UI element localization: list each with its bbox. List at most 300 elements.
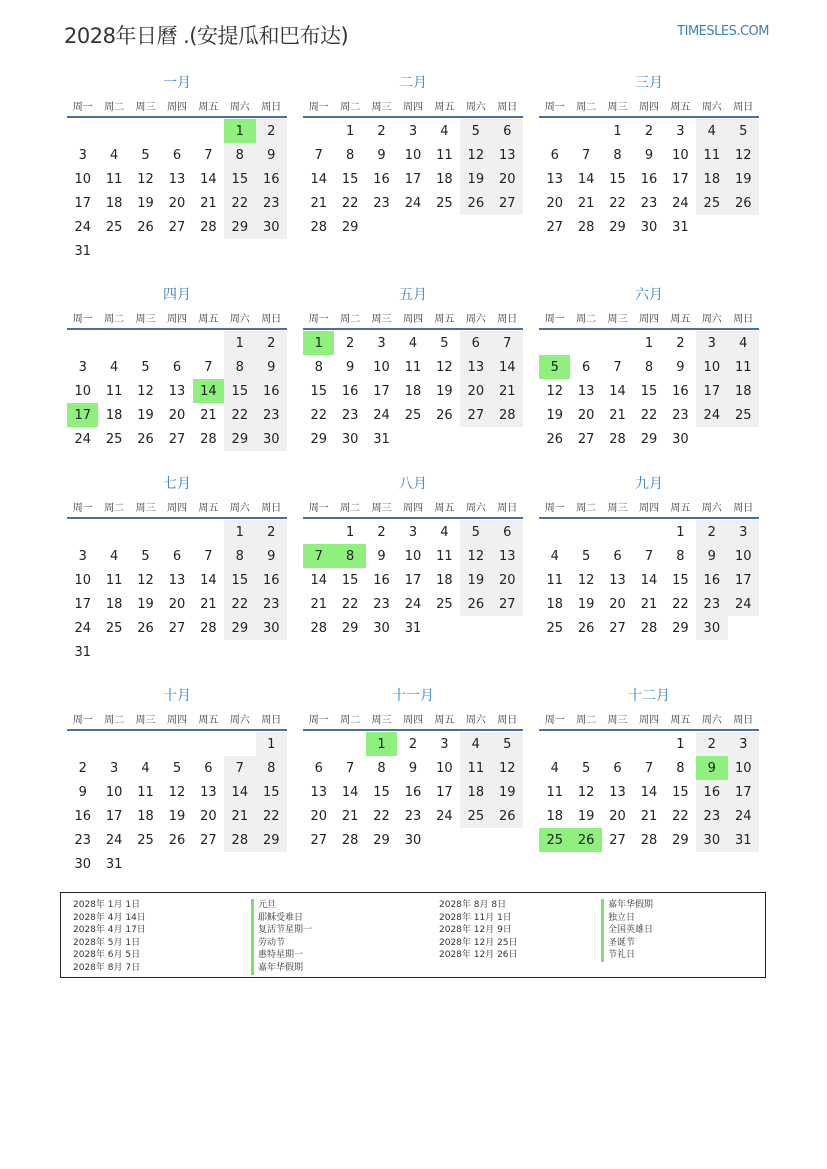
- day-grid: [67, 119, 287, 263]
- day-cell: 10: [74, 171, 91, 187]
- day-cell: 27: [460, 403, 491, 427]
- day-cell: 7: [204, 548, 213, 564]
- day-cell: 29: [341, 620, 359, 636]
- day-cell: 27: [609, 620, 626, 636]
- day-cell: 13: [492, 544, 523, 568]
- day-cell: 9: [644, 147, 654, 163]
- day-cell: 19: [460, 568, 491, 592]
- day-cell: 28: [310, 219, 327, 235]
- day-cell: 9: [78, 784, 87, 800]
- day-cell: 16: [74, 808, 91, 824]
- day-cell: 11: [436, 147, 453, 163]
- day-cell: 4: [550, 548, 559, 564]
- day-cell: 9: [408, 760, 418, 776]
- day-cell: 25: [404, 407, 422, 423]
- weekday-label: 周二: [576, 101, 597, 113]
- day-cell: 7: [204, 359, 213, 375]
- month-title: 十月: [163, 688, 191, 704]
- holiday-name: 元旦: [251, 899, 312, 912]
- day-cell: 11: [546, 572, 563, 588]
- day-cell: 5: [581, 548, 591, 564]
- day-cell: 2: [408, 736, 418, 752]
- weekday-label: 周四: [402, 714, 423, 726]
- day-cell: 2: [256, 520, 287, 544]
- day-cell: 6: [172, 147, 182, 163]
- empty-cell: [539, 331, 570, 355]
- day-cell: 12: [728, 143, 759, 167]
- day-cell: 17: [728, 568, 759, 592]
- day-cell: 29: [373, 832, 390, 848]
- day-cell: 24: [74, 620, 91, 636]
- day-cell: 31: [74, 243, 91, 259]
- weekday-label: 周三: [607, 101, 628, 113]
- holiday-name: 劳动节: [251, 937, 312, 950]
- month-title: 十一月: [392, 688, 434, 704]
- day-cell: 22: [341, 596, 359, 612]
- month-title: 七月: [163, 476, 191, 492]
- day-cell: 19: [137, 596, 154, 612]
- empty-cell: [224, 732, 255, 756]
- day-cell: 19: [728, 167, 759, 191]
- day-cell: 4: [460, 732, 491, 756]
- day-cell: 4: [440, 524, 449, 540]
- weekday-label: 周二: [340, 502, 361, 514]
- day-cell: 13: [577, 383, 595, 399]
- day-cell: 26: [137, 431, 154, 447]
- day-cell: 31: [728, 828, 759, 852]
- weekday-label: 周四: [402, 313, 423, 325]
- month-2: [303, 72, 523, 239]
- day-cell: 13: [168, 383, 186, 399]
- day-cell: 3: [408, 524, 418, 540]
- day-cell: 24: [404, 195, 422, 211]
- empty-cell: [570, 331, 601, 355]
- day-cell: 24: [74, 219, 91, 235]
- day-cell: 22: [609, 195, 626, 211]
- day-cell: 15: [373, 784, 390, 800]
- day-cell: 16: [373, 572, 390, 588]
- brand-link[interactable]: TIMESLES.COM: [677, 24, 769, 39]
- day-cell: 4: [141, 760, 150, 776]
- day-cell: 26: [436, 407, 453, 423]
- day-cell: 20: [200, 808, 217, 824]
- holiday-day-cell: 5: [539, 355, 570, 379]
- weekday-label: 周二: [576, 714, 597, 726]
- empty-cell: [193, 520, 224, 544]
- empty-cell: [98, 732, 129, 756]
- day-cell: 10: [105, 784, 123, 800]
- weekday-label: 周四: [166, 502, 187, 514]
- month-6: [539, 284, 759, 451]
- day-cell: 3: [377, 335, 386, 351]
- empty-cell: [539, 732, 570, 756]
- day-cell: 6: [550, 147, 559, 163]
- day-cell: 23: [640, 195, 658, 211]
- weekday-label: 周二: [104, 313, 125, 325]
- empty-cell: [67, 119, 98, 143]
- month-title: 四月: [163, 287, 191, 303]
- holiday-date: 2028年 6月 5日: [73, 950, 141, 961]
- day-cell: 28: [224, 828, 255, 852]
- weekday-label: 周日: [261, 313, 282, 325]
- holiday-dates-col-1: [73, 899, 146, 975]
- day-cell: 31: [404, 620, 422, 636]
- day-cell: 5: [172, 760, 182, 776]
- day-cell: 29: [310, 431, 327, 447]
- holiday-name: 全国英雄日: [601, 924, 653, 937]
- weekday-label: 周一: [308, 101, 329, 113]
- day-cell: 14: [609, 383, 626, 399]
- day-cell: 16: [256, 568, 287, 592]
- empty-cell: [539, 520, 570, 544]
- day-cell: 10: [728, 756, 759, 780]
- day-cell: 1: [644, 335, 654, 351]
- day-cell: 3: [78, 359, 87, 375]
- weekday-label: 周五: [434, 502, 455, 514]
- day-cell: 22: [341, 195, 359, 211]
- month-8: [303, 473, 523, 640]
- day-cell: 14: [224, 780, 255, 804]
- day-grid: [303, 732, 523, 852]
- day-cell: 13: [546, 171, 563, 187]
- weekday-label: 周五: [434, 714, 455, 726]
- day-cell: 14: [310, 572, 327, 588]
- day-grid: [303, 119, 523, 239]
- day-cell: 24: [728, 804, 759, 828]
- day-cell: 3: [408, 123, 418, 139]
- weekday-label: 周一: [72, 714, 93, 726]
- day-cell: 26: [492, 804, 523, 828]
- empty-cell: [67, 520, 98, 544]
- weekday-label: 周六: [465, 502, 486, 514]
- day-cell: 26: [137, 620, 154, 636]
- day-cell: 21: [310, 596, 327, 612]
- day-grid: [303, 520, 523, 640]
- weekday-label: 周三: [607, 313, 628, 325]
- holiday-day-cell: 1: [366, 732, 397, 756]
- day-cell: 22: [672, 808, 689, 824]
- day-cell: 13: [168, 171, 186, 187]
- day-cell: 22: [224, 191, 255, 215]
- month-1: [67, 72, 287, 263]
- day-cell: 1: [224, 331, 255, 355]
- day-cell: 29: [609, 219, 626, 235]
- day-cell: 11: [105, 383, 123, 399]
- weekday-label: 周一: [308, 502, 329, 514]
- empty-cell: [98, 119, 129, 143]
- weekday-header: [303, 495, 523, 519]
- day-cell: 19: [137, 195, 154, 211]
- weekday-label: 周一: [544, 502, 565, 514]
- month-3: [539, 72, 759, 239]
- day-cell: 10: [74, 383, 91, 399]
- day-cell: 11: [404, 359, 422, 375]
- holiday-name: 复活节星期一: [251, 924, 312, 937]
- day-cell: 6: [492, 520, 523, 544]
- day-cell: 19: [577, 808, 595, 824]
- weekday-label: 周六: [701, 101, 722, 113]
- weekday-label: 周六: [701, 502, 722, 514]
- day-cell: 3: [109, 760, 119, 776]
- day-cell: 11: [546, 784, 563, 800]
- weekday-label: 周六: [701, 313, 722, 325]
- weekday-label: 周二: [576, 313, 597, 325]
- weekday-label: 周一: [308, 714, 329, 726]
- day-cell: 15: [256, 780, 287, 804]
- day-cell: 21: [200, 596, 217, 612]
- day-cell: 20: [492, 167, 523, 191]
- day-cell: 16: [404, 784, 422, 800]
- day-cell: 24: [74, 431, 91, 447]
- day-cell: 22: [224, 592, 255, 616]
- month-5: [303, 284, 523, 451]
- weekday-label: 周三: [135, 313, 156, 325]
- holiday-day-cell: 26: [570, 828, 601, 852]
- day-cell: 31: [373, 431, 390, 447]
- day-cell: 30: [696, 616, 727, 640]
- day-cell: 13: [200, 784, 217, 800]
- weekday-label: 周五: [434, 313, 455, 325]
- weekday-label: 周二: [340, 714, 361, 726]
- day-cell: 18: [436, 572, 453, 588]
- day-cell: 10: [728, 544, 759, 568]
- day-cell: 20: [310, 808, 327, 824]
- day-cell: 26: [577, 620, 595, 636]
- day-cell: 23: [696, 804, 727, 828]
- day-cell: 7: [581, 147, 591, 163]
- day-cell: 21: [640, 808, 658, 824]
- holiday-date: 2028年 5月 1日: [73, 937, 141, 948]
- day-cell: 29: [256, 828, 287, 852]
- weekday-label: 周二: [104, 502, 125, 514]
- day-cell: 9: [676, 359, 685, 375]
- day-cell: 11: [696, 143, 727, 167]
- month-9: [539, 473, 759, 640]
- day-cell: 18: [105, 407, 123, 423]
- day-cell: 2: [256, 331, 287, 355]
- day-cell: 20: [168, 407, 186, 423]
- weekday-label: 周五: [670, 714, 691, 726]
- empty-cell: [130, 331, 161, 355]
- day-cell: 1: [256, 732, 287, 756]
- day-cell: 12: [168, 784, 186, 800]
- day-cell: 18: [105, 195, 123, 211]
- day-cell: 25: [105, 620, 123, 636]
- day-cell: 23: [74, 832, 91, 848]
- day-cell: 5: [141, 548, 150, 564]
- day-cell: 6: [172, 548, 182, 564]
- day-cell: 26: [460, 191, 491, 215]
- day-cell: 27: [168, 620, 186, 636]
- weekday-header: [539, 495, 759, 519]
- month-title: 一月: [163, 75, 191, 91]
- empty-cell: [570, 732, 601, 756]
- day-cell: 30: [256, 215, 287, 239]
- day-cell: 5: [460, 119, 491, 143]
- day-cell: 17: [728, 780, 759, 804]
- day-cell: 9: [377, 147, 386, 163]
- weekday-label: 周三: [371, 313, 392, 325]
- month-11: [303, 685, 523, 852]
- day-cell: 15: [609, 171, 626, 187]
- day-cell: 10: [404, 548, 422, 564]
- weekday-label: 周日: [733, 714, 754, 726]
- day-cell: 25: [137, 832, 154, 848]
- holiday-day-cell: 8: [334, 544, 365, 568]
- holiday-day-cell: 14: [193, 379, 224, 403]
- weekday-label: 周日: [733, 101, 754, 113]
- weekday-header: [539, 707, 759, 731]
- day-cell: 14: [640, 572, 658, 588]
- weekday-label: 周日: [733, 313, 754, 325]
- empty-cell: [161, 732, 192, 756]
- day-cell: 5: [141, 359, 150, 375]
- weekday-label: 周一: [308, 313, 329, 325]
- day-cell: 29: [224, 215, 255, 239]
- day-cell: 16: [640, 171, 658, 187]
- day-cell: 28: [200, 431, 217, 447]
- weekday-header: [303, 707, 523, 731]
- weekday-label: 周五: [198, 502, 219, 514]
- day-cell: 27: [609, 832, 626, 848]
- holiday-date: 2028年 12月 26日: [439, 950, 518, 961]
- day-cell: 15: [341, 171, 359, 187]
- day-cell: 23: [373, 195, 390, 211]
- day-cell: 9: [696, 544, 727, 568]
- day-cell: 7: [204, 147, 213, 163]
- month-4: [67, 284, 287, 451]
- day-cell: 2: [78, 760, 87, 776]
- day-cell: 11: [436, 548, 453, 564]
- weekday-header: [67, 306, 287, 330]
- weekday-label: 周三: [371, 101, 392, 113]
- weekday-label: 周日: [497, 714, 518, 726]
- day-cell: 13: [460, 355, 491, 379]
- day-cell: 18: [436, 171, 453, 187]
- weekday-label: 周四: [638, 714, 659, 726]
- day-cell: 14: [492, 355, 523, 379]
- day-cell: 16: [696, 568, 727, 592]
- empty-cell: [98, 520, 129, 544]
- day-cell: 11: [728, 355, 759, 379]
- day-cell: 21: [341, 808, 359, 824]
- day-cell: 9: [256, 143, 287, 167]
- day-cell: 19: [137, 407, 154, 423]
- weekday-header: [539, 94, 759, 118]
- day-cell: 3: [696, 331, 727, 355]
- weekday-label: 周二: [340, 101, 361, 113]
- day-cell: 19: [168, 808, 186, 824]
- day-cell: 8: [256, 756, 287, 780]
- weekday-label: 周日: [261, 101, 282, 113]
- weekday-header: [67, 707, 287, 731]
- day-grid: [303, 331, 523, 451]
- day-cell: 4: [109, 147, 119, 163]
- day-cell: 6: [172, 359, 182, 375]
- day-cell: 27: [310, 832, 327, 848]
- day-cell: 26: [546, 431, 563, 447]
- day-cell: 20: [460, 379, 491, 403]
- day-cell: 18: [460, 780, 491, 804]
- day-cell: 25: [105, 431, 123, 447]
- weekday-label: 周五: [198, 714, 219, 726]
- day-cell: 13: [168, 572, 186, 588]
- weekday-label: 周五: [198, 313, 219, 325]
- day-cell: 16: [341, 383, 359, 399]
- day-cell: 10: [696, 355, 727, 379]
- weekday-label: 周六: [229, 101, 250, 113]
- empty-cell: [130, 732, 161, 756]
- day-cell: 3: [78, 548, 87, 564]
- weekday-label: 周日: [261, 502, 282, 514]
- day-cell: 20: [546, 195, 563, 211]
- weekday-label: 周五: [670, 502, 691, 514]
- day-cell: 23: [373, 596, 390, 612]
- day-cell: 18: [404, 383, 422, 399]
- day-cell: 11: [460, 756, 491, 780]
- empty-cell: [67, 732, 98, 756]
- weekday-label: 周三: [135, 714, 156, 726]
- holiday-name: 耶稣受难日: [251, 912, 312, 925]
- weekday-label: 周六: [465, 714, 486, 726]
- holiday-date: 2028年 12月 25日: [439, 937, 518, 948]
- empty-cell: [602, 520, 633, 544]
- day-cell: 8: [613, 147, 622, 163]
- day-cell: 29: [640, 431, 658, 447]
- day-cell: 12: [460, 544, 491, 568]
- weekday-label: 周六: [229, 502, 250, 514]
- day-cell: 23: [672, 407, 689, 423]
- weekday-label: 周三: [607, 502, 628, 514]
- day-cell: 16: [256, 167, 287, 191]
- day-cell: 16: [256, 379, 287, 403]
- weekday-header: [303, 306, 523, 330]
- weekday-label: 周三: [371, 502, 392, 514]
- day-cell: 6: [314, 760, 323, 776]
- holiday-legend: [60, 892, 766, 978]
- day-cell: 20: [168, 195, 186, 211]
- day-cell: 1: [613, 123, 622, 139]
- day-cell: 8: [345, 147, 355, 163]
- holiday-day-cell: 1: [303, 331, 334, 355]
- weekday-label: 周五: [670, 101, 691, 113]
- day-cell: 15: [224, 568, 255, 592]
- month-title: 六月: [635, 287, 663, 303]
- day-cell: 30: [373, 620, 390, 636]
- day-cell: 27: [168, 431, 186, 447]
- day-cell: 2: [676, 335, 685, 351]
- day-cell: 3: [728, 732, 759, 756]
- weekday-label: 周六: [229, 714, 250, 726]
- day-cell: 24: [404, 596, 422, 612]
- day-cell: 26: [137, 219, 154, 235]
- day-cell: 17: [436, 784, 453, 800]
- day-cell: 1: [345, 123, 355, 139]
- day-cell: 21: [200, 407, 217, 423]
- day-cell: 27: [577, 431, 595, 447]
- day-cell: 29: [672, 620, 689, 636]
- empty-cell: [193, 732, 224, 756]
- holiday-day-cell: 9: [696, 756, 727, 780]
- empty-cell: [633, 520, 664, 544]
- empty-cell: [193, 331, 224, 355]
- holiday-name: 节礼日: [601, 949, 653, 962]
- day-cell: 18: [696, 167, 727, 191]
- day-cell: 3: [78, 147, 87, 163]
- day-cell: 4: [408, 335, 418, 351]
- weekday-label: 周三: [135, 101, 156, 113]
- weekday-label: 周五: [670, 313, 691, 325]
